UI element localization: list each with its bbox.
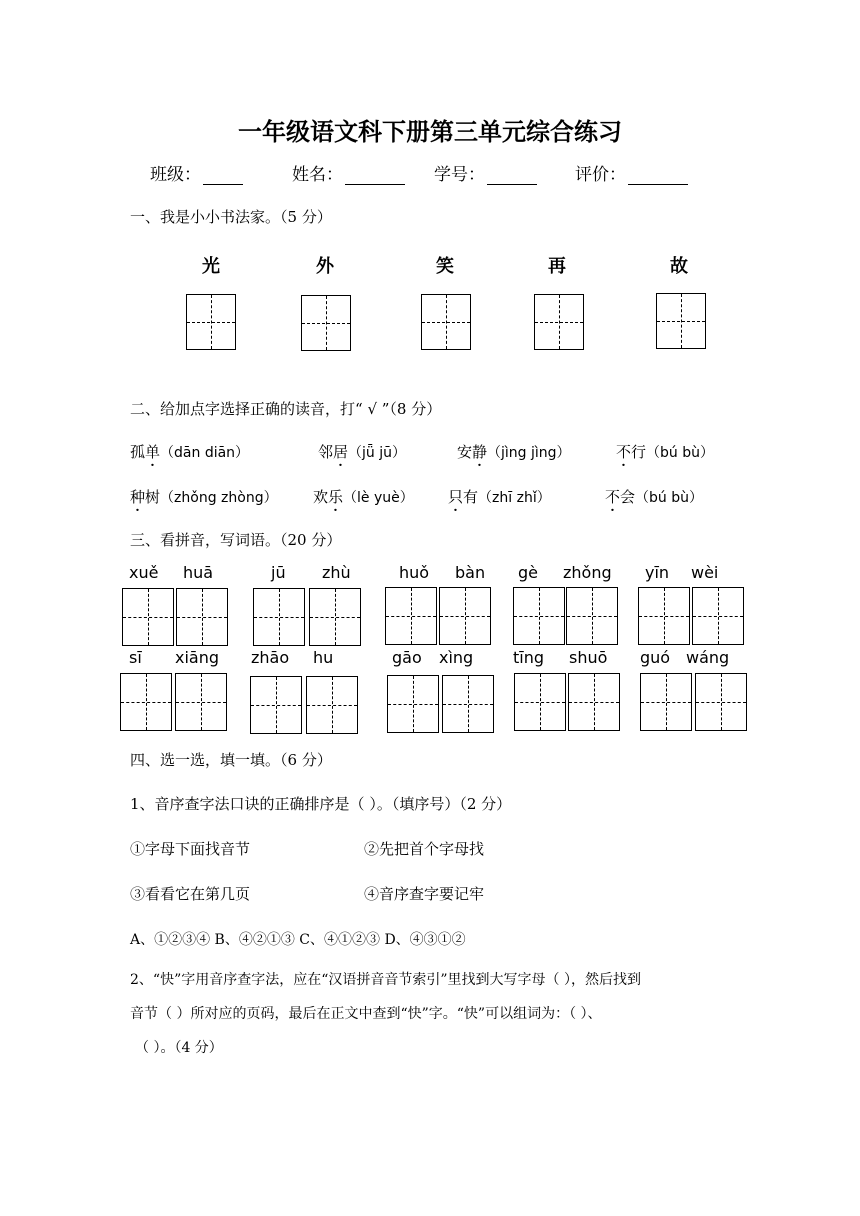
calligraphy-char: 外 — [316, 256, 334, 277]
pinyin-options: （jǖ jū） — [348, 445, 407, 461]
class-label: 班级： — [150, 165, 201, 185]
pinyin-options: （zhǒng zhòng） — [160, 490, 278, 506]
dotted-char: 居 — [333, 443, 349, 461]
pinyin-label: guó — [640, 648, 671, 667]
writing-grid-box[interactable] — [120, 673, 172, 731]
writing-grid-box[interactable] — [514, 673, 566, 731]
pinyin-label: zhāo — [251, 648, 290, 667]
writing-grid-box[interactable] — [253, 588, 305, 646]
pinyin-label: xuě — [129, 563, 159, 582]
writing-grid-box[interactable] — [122, 588, 174, 646]
dotted-char: 只 — [448, 488, 464, 506]
pinyin-options: （zhī zhǐ） — [478, 490, 551, 506]
pinyin-label: bàn — [455, 563, 486, 582]
pronunciation-item[interactable] — [616, 441, 714, 462]
writing-grid-box[interactable] — [250, 676, 302, 734]
writing-grid-box[interactable] — [566, 587, 618, 645]
option-2: ②先把首个字母找 — [364, 840, 485, 858]
option-1: ①字母下面找音节 — [130, 840, 251, 858]
name-field[interactable] — [292, 160, 405, 185]
writing-grid-box[interactable] — [513, 587, 565, 645]
writing-grid-box[interactable] — [309, 588, 361, 646]
word-part: 树 — [145, 488, 161, 506]
pinyin-label: gāo — [392, 648, 422, 667]
grade-field[interactable] — [575, 160, 688, 185]
pinyin-label: tīng — [513, 648, 545, 667]
dotted-char: 种 — [130, 488, 146, 506]
pinyin-label: wáng — [686, 648, 730, 667]
pronunciation-item[interactable] — [130, 486, 278, 507]
pinyin-label: yīn — [645, 563, 670, 582]
option-4: ④音序查字要记牢 — [364, 885, 485, 903]
section4-heading: 四、选一选，填一填。（6 分） — [130, 751, 332, 769]
pinyin-label: zhù — [322, 563, 351, 582]
pinyin-label: huǒ — [399, 563, 430, 582]
pinyin-options: （dān diān） — [160, 445, 250, 461]
pinyin-label: shuō — [569, 648, 608, 667]
writing-grid-box[interactable] — [534, 294, 584, 350]
writing-grid-box[interactable] — [568, 673, 620, 731]
dotted-char: 静 — [472, 443, 488, 461]
question-2-line2: 音节（ ）所对应的页码，最后在正文中查到“快”字。“快”可以组词为：（ ）、 — [130, 1006, 602, 1022]
question-2-line1: 2、“快”字用音序查字法，应在“汉语拼音音节索引”里找到大写字母（ ），然后找到 — [130, 972, 641, 988]
section2-heading: 二、给加点字选择正确的读音，打“ √ ”（8 分） — [130, 400, 442, 418]
dotted-char: 单 — [145, 443, 161, 461]
grade-blank[interactable] — [628, 166, 688, 185]
dotted-char: 不 — [605, 488, 621, 506]
writing-grid-box[interactable] — [301, 295, 351, 351]
writing-grid-box[interactable] — [442, 675, 494, 733]
number-blank[interactable] — [487, 166, 537, 185]
section1-heading: 一、我是小小书法家。（5 分） — [130, 208, 332, 226]
name-label: 姓名： — [292, 165, 343, 185]
pronunciation-item[interactable] — [313, 486, 414, 507]
answer-choices: A、①②③④ B、④②①③ C、④①②③ D、④③①② — [130, 932, 466, 948]
pronunciation-item[interactable] — [318, 441, 406, 462]
calligraphy-char: 光 — [202, 256, 220, 277]
writing-grid-box[interactable] — [175, 673, 227, 731]
question-1: 1、音序查字法口诀的正确排序是（ ）。（填序号）（2 分） — [130, 795, 512, 813]
writing-grid-box[interactable] — [176, 588, 228, 646]
page-title: 一年级语文科下册第三单元综合练习 — [238, 117, 622, 146]
pronunciation-item[interactable] — [130, 441, 249, 462]
class-blank[interactable] — [203, 166, 243, 185]
pinyin-label: hu — [313, 648, 334, 667]
pinyin-label: gè — [518, 563, 538, 582]
pinyin-label: zhǒng — [563, 563, 612, 582]
calligraphy-char: 笑 — [436, 256, 454, 277]
writing-grid-box[interactable] — [306, 676, 358, 734]
pinyin-label: xìng — [439, 648, 474, 667]
word-part: 会 — [620, 488, 636, 506]
word-part: 行 — [631, 443, 647, 461]
word-part: 邻 — [318, 443, 334, 461]
calligraphy-char: 再 — [548, 256, 566, 277]
section3-heading: 三、看拼音，写词语。（20 分） — [130, 531, 342, 549]
writing-grid-box[interactable] — [640, 673, 692, 731]
calligraphy-char: 故 — [670, 256, 688, 277]
writing-grid-box[interactable] — [186, 294, 236, 350]
pronunciation-item[interactable] — [457, 441, 571, 462]
grade-label: 评价： — [575, 165, 626, 185]
dotted-char: 乐 — [328, 488, 344, 506]
number-field[interactable] — [434, 160, 537, 185]
writing-grid-box[interactable] — [695, 673, 747, 731]
word-part: 安 — [457, 443, 473, 461]
number-label: 学号： — [434, 165, 485, 185]
pinyin-label: sī — [129, 648, 142, 667]
pinyin-label: wèi — [691, 563, 719, 582]
pinyin-label: jū — [271, 563, 286, 582]
writing-grid-box[interactable] — [387, 675, 439, 733]
writing-grid-box[interactable] — [385, 587, 437, 645]
word-part: 有 — [463, 488, 479, 506]
writing-grid-box[interactable] — [439, 587, 491, 645]
writing-grid-box[interactable] — [638, 587, 690, 645]
option-3: ③看看它在第几页 — [130, 885, 251, 903]
word-part: 孤 — [130, 443, 146, 461]
name-blank[interactable] — [345, 166, 405, 185]
pinyin-options: （lè yuè） — [343, 490, 414, 506]
writing-grid-box[interactable] — [692, 587, 744, 645]
question-2-line3: （ ）。（4 分） — [135, 1040, 223, 1056]
pronunciation-item[interactable] — [605, 486, 703, 507]
word-part: 欢 — [313, 488, 329, 506]
pinyin-options: （bú bù） — [646, 445, 715, 461]
class-field[interactable] — [150, 160, 243, 185]
writing-grid-box[interactable] — [656, 293, 706, 349]
dotted-char: 不 — [616, 443, 632, 461]
pinyin-options: （bú bù） — [635, 490, 704, 506]
pronunciation-item[interactable] — [448, 486, 551, 507]
writing-grid-box[interactable] — [421, 294, 471, 350]
pinyin-label: huā — [183, 563, 214, 582]
pinyin-label: xiāng — [175, 648, 220, 667]
pinyin-options: （jìng jìng） — [487, 445, 571, 461]
